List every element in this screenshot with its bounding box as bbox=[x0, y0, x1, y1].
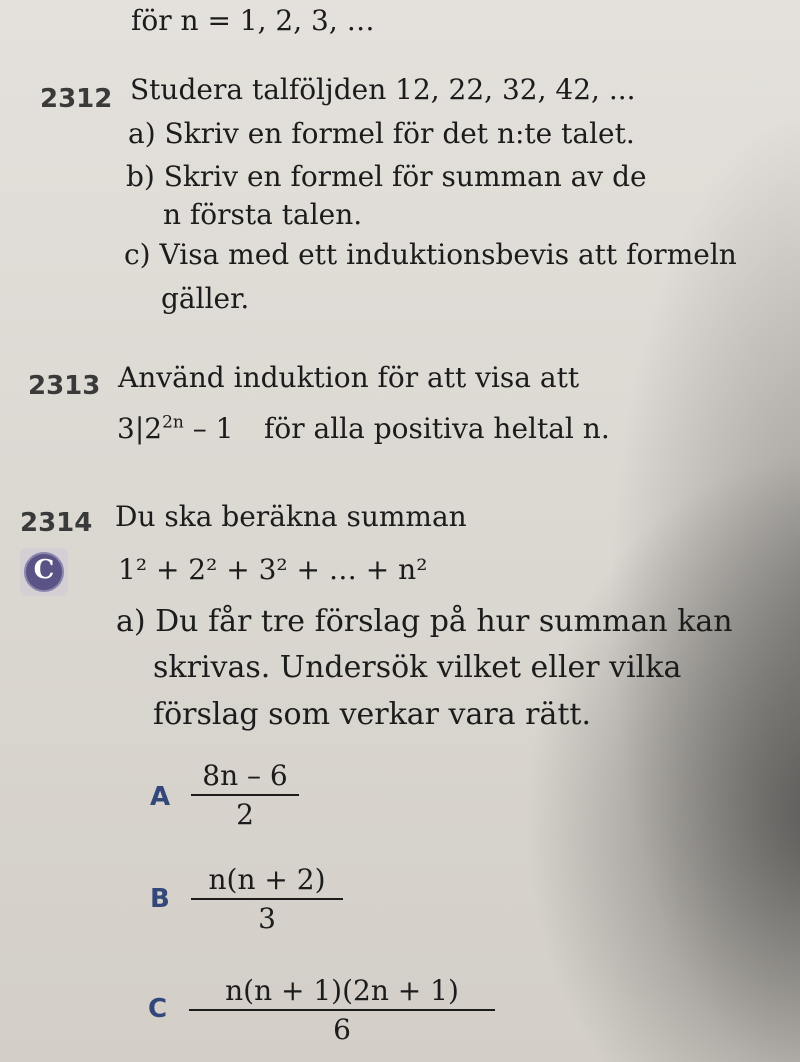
option-a-numerator: 8n – 6 bbox=[202, 759, 288, 792]
difficulty-badge-icon bbox=[20, 548, 68, 596]
problem-2312-c-line2: gäller. bbox=[161, 282, 250, 315]
option-c-denominator: 6 bbox=[333, 1013, 351, 1046]
problem-2314-a-line3: förslag som verkar vara rätt. bbox=[153, 697, 592, 732]
option-b-fraction-bar bbox=[191, 898, 343, 900]
problem-2312-b-line1: b) Skriv en formel för summan av de bbox=[126, 160, 647, 193]
problem-2313-text: för alla positiva heltal n. bbox=[264, 412, 610, 445]
option-a-fraction bbox=[191, 759, 299, 831]
problem-2312-c-line1: c) Visa med ett induktionsbevis att formeln bbox=[124, 238, 737, 271]
problem-number-2312: 2312 bbox=[40, 84, 113, 114]
problem-2312-intro: Studera talföljden 12, 22, 32, 42, ... bbox=[130, 73, 636, 106]
option-a-denominator: 2 bbox=[236, 798, 254, 831]
problem-2313-intro: Använd induktion för att visa att bbox=[118, 361, 580, 394]
option-b-fraction bbox=[191, 863, 343, 935]
problem-2314-a-line2: skrivas. Undersök vilket eller vilka bbox=[153, 650, 682, 685]
option-c-fraction-bar bbox=[189, 1009, 495, 1011]
sum-expression: 1² + 2² + 3² + … + n² bbox=[118, 553, 428, 586]
top-line: för n = 1, 2, 3, … bbox=[131, 4, 375, 37]
problem-2314-intro: Du ska beräkna summan bbox=[115, 500, 467, 533]
problem-2312-b-line2: n första talen. bbox=[163, 198, 363, 231]
badge-letter: C bbox=[33, 555, 55, 585]
expr-exponent: 2n bbox=[162, 412, 184, 433]
option-c-label: C bbox=[148, 994, 168, 1024]
problem-2314-a-line1: a) Du får tre förslag på hur summan kan bbox=[116, 604, 733, 639]
problem-number-2313: 2313 bbox=[28, 371, 101, 401]
option-c-fraction bbox=[189, 974, 495, 1046]
option-c-numerator: n(n + 1)(2n + 1) bbox=[225, 974, 459, 1007]
problem-2313-expression bbox=[117, 412, 233, 445]
option-b-label: B bbox=[150, 884, 170, 914]
option-a-fraction-bar bbox=[191, 794, 299, 796]
option-a-label: A bbox=[150, 782, 171, 812]
problem-2312-a: a) Skriv en formel för det n:te talet. bbox=[128, 117, 635, 150]
option-b-numerator: n(n + 2) bbox=[208, 863, 326, 896]
option-b-denominator: 3 bbox=[258, 902, 276, 935]
expr-tail: – 1 bbox=[183, 412, 234, 445]
expr-base: 3|2 bbox=[117, 412, 163, 445]
problem-number-2314: 2314 bbox=[20, 508, 93, 538]
